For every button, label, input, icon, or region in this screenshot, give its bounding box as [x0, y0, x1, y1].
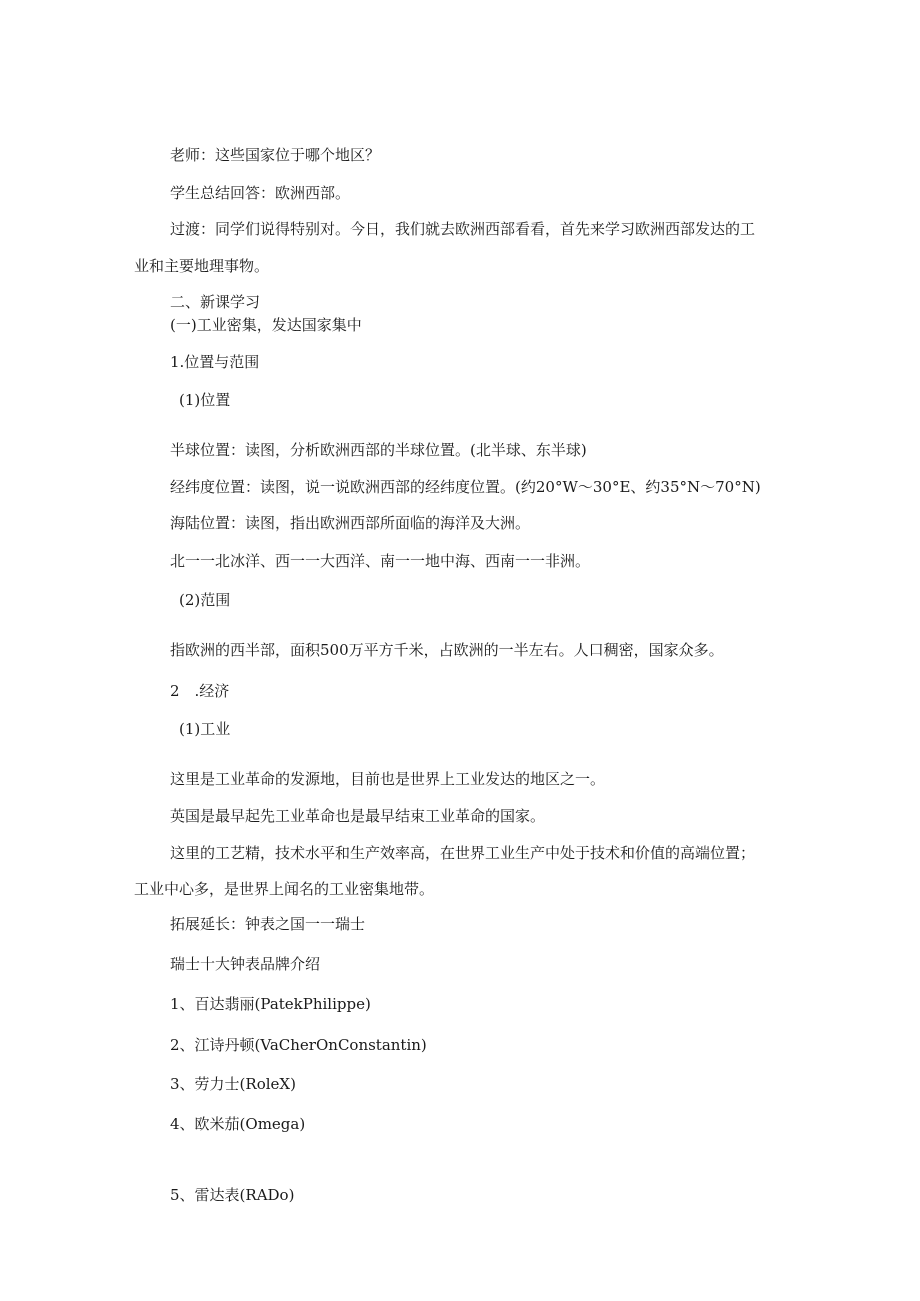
subsection-heading-industry: (一)工业密集，发达国家集中: [170, 316, 362, 334]
teacher-question: 老师：这些国家位于哪个地区？: [170, 146, 381, 164]
sea-land-location: 海陆位置：读图，指出欧洲西部所面临的海洋及大洲。: [170, 514, 531, 532]
heading-location-range: 1.位置与范围: [170, 353, 260, 371]
watch-brand-item: 4、欧米茄(Omega): [170, 1115, 306, 1133]
heading-range: (2)范围: [179, 591, 231, 609]
industry-tech-line-2: 工业中心多，是世界上闻名的工业密集地带。: [134, 880, 435, 898]
transition-line-1: 过渡：同学们说得特别对。今日，我们就去欧洲西部看看，首先来学习欧洲西部发达的工: [170, 220, 756, 238]
heading-location: (1)位置: [179, 391, 231, 409]
heading-economy: 2 .经济: [170, 682, 230, 700]
heading-industry: (1)工业: [179, 720, 231, 738]
watch-brands-intro: 瑞士十大钟表品牌介绍: [170, 955, 321, 973]
industry-tech-line-1: 这里的工艺精，技术水平和生产效率高，在世界工业生产中处于技术和价值的高端位置；: [170, 844, 756, 862]
watch-brand-item: 2、江诗丹顿(VaCherOnConstantin): [170, 1036, 427, 1054]
transition-line-2: 业和主要地理事物。: [134, 257, 270, 275]
watch-brand-item: 1、百达翡丽(PatekPhilippe): [170, 995, 371, 1013]
range-description: 指欧洲的西半部，面积500万平方千米，占欧洲的一半左右。人口稠密，国家众多。: [170, 641, 724, 659]
surrounding-seas: 北一一北冰洋、西一一大西洋、南一一地中海、西南一一非洲。: [170, 552, 591, 570]
industry-origin: 这里是工业革命的发源地，目前也是世界上工业发达的地区之一。: [170, 770, 606, 788]
hemisphere-location: 半球位置：读图，分析欧洲西部的半球位置。(北半球、东半球): [170, 441, 587, 459]
lat-long-location: 经纬度位置：读图，说一说欧洲西部的经纬度位置。(约20°W～30°E、约35°N～70°N): [170, 478, 761, 496]
watch-brand-item: 5、雷达表(RADo): [170, 1186, 295, 1204]
section-heading-new-lesson: 二、新课学习: [170, 293, 261, 311]
watch-brand-item: 3、劳力士(RoleX): [170, 1075, 296, 1093]
industry-britain: 英国是最早起先工业革命也是最早结束工业革命的国家。: [170, 807, 546, 825]
extension-switzerland: 拓展延长：钟表之国一一瑞士: [170, 915, 366, 933]
student-answer: 学生总结回答：欧洲西部。: [170, 184, 351, 202]
